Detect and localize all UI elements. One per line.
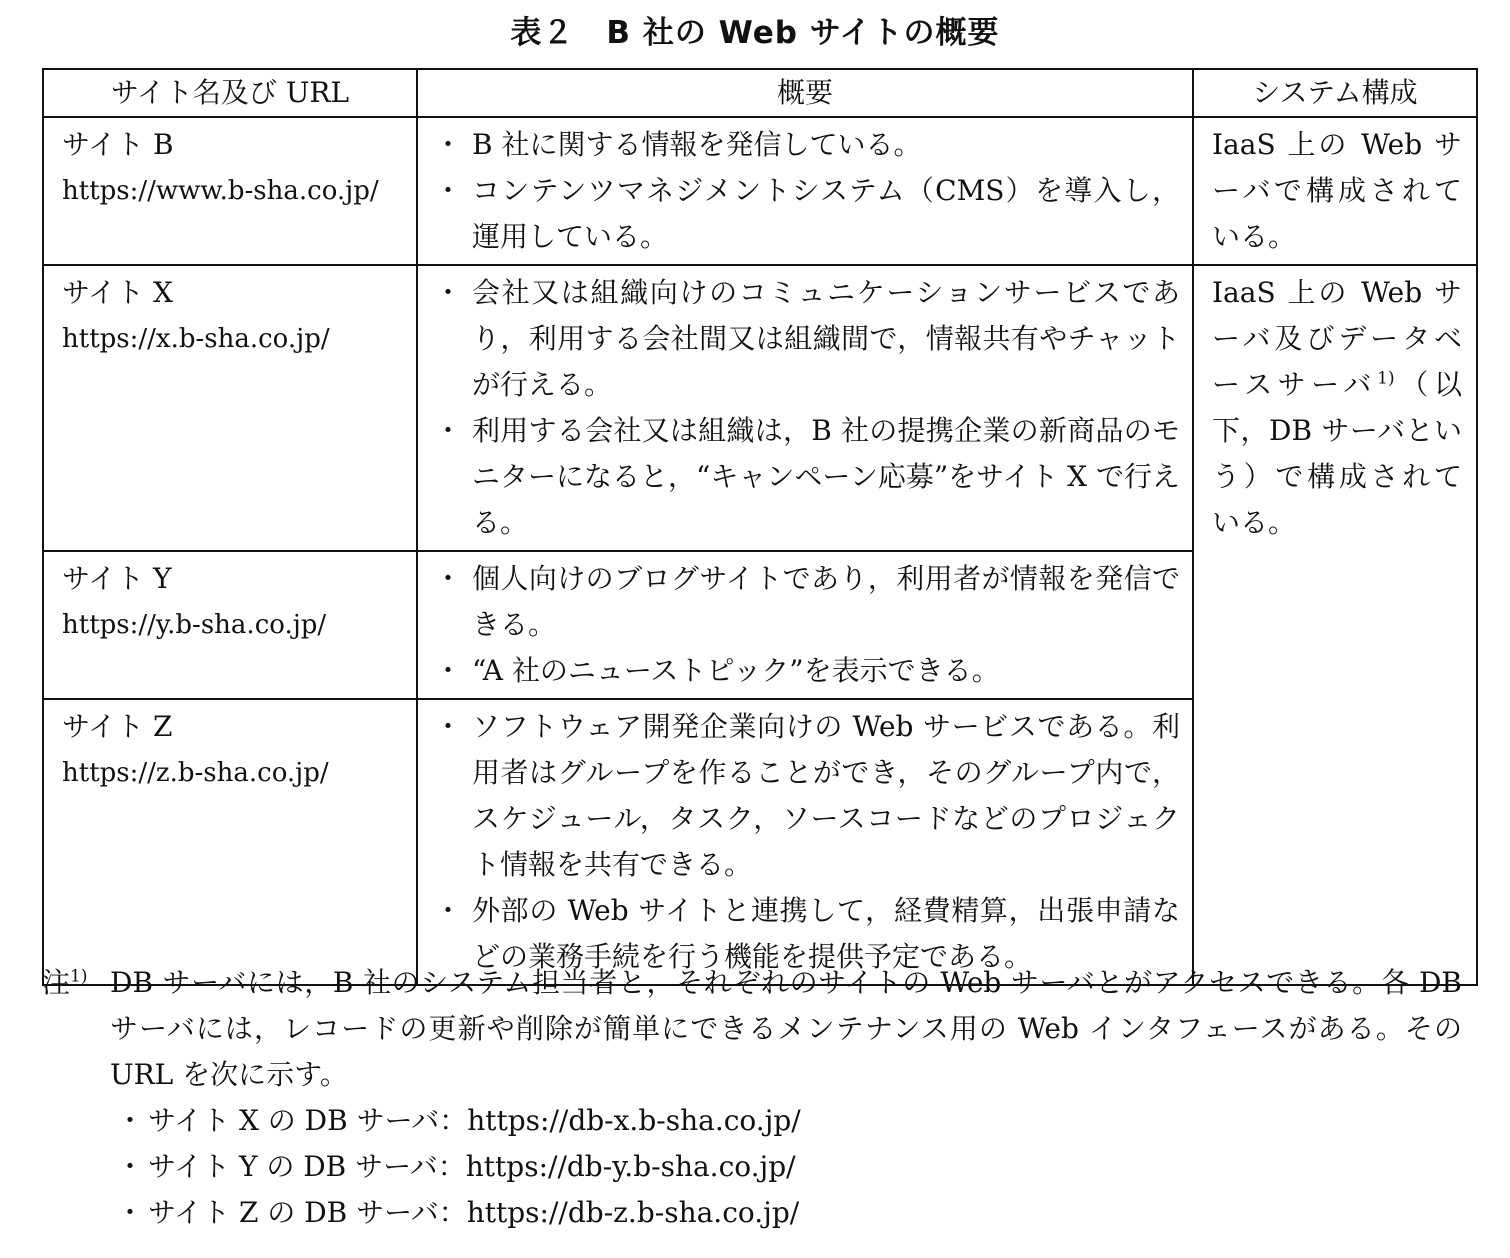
website-overview-table [42,68,1478,986]
site-name: サイト X [62,276,173,309]
site-cell [43,117,417,265]
summary-cell [417,551,1193,699]
site-url: https://y.b-sha.co.jp/ [62,610,327,640]
site-name: サイト Y [62,562,172,595]
header-summary: 概要 [417,69,1193,117]
site-name: サイト Z [62,710,173,743]
summary-item: ・ 個人向けのブログサイトであり，利用者が情報を発信できる。 [446,556,1180,648]
header-row [43,69,1477,117]
summary-list [446,704,1180,980]
table-row [43,117,1477,265]
summary-item: ・ “A 社のニューストピック”を表示できる。 [446,648,1180,694]
summary-item: ・ コンテンツマネジメントシステム（CMS）を導入し，運用している。 [446,168,1180,260]
db-url-list [42,1098,1462,1236]
summary-item: ・ 外部の Web サイトと連携して，経費精算，出張申請などの業務手続を行う機能を提供予定である。 [446,888,1180,980]
system-cell-site-b [1193,117,1477,265]
summary-cell [417,117,1193,265]
summary-list [446,556,1180,694]
site-name: サイト B [62,128,174,161]
site-cell [43,551,417,699]
db-url-item: ・ サイト Y の DB サーバ：https://db-y.b-sha.co.jp/ [138,1144,1462,1190]
system-cell-shared [1193,265,1477,985]
footnote-label [42,960,87,1006]
summary-cell [417,265,1193,551]
system-text: IaaS 上の Web サーバ及びデータベースサーバ [1212,276,1462,401]
site-cell [43,265,417,551]
site-url: https://www.b-sha.co.jp/ [62,176,379,206]
system-text: IaaS 上の Web サーバで構成されている。 [1212,128,1462,253]
db-url-item: ・ サイト X の DB サーバ：https://db-x.b-sha.co.jp/ [138,1098,1462,1144]
footnote-paragraph [42,960,1462,1098]
footnote [42,960,1462,1236]
summary-item: ・ 会社又は組織向けのコミュニケーションサービスであり，利用する会社間又は組織間で，情報共有やチャットが行える。 [446,270,1180,408]
footnote-text: DB サーバには，B 社のシステム担当者と，それぞれのサイトの Web サーバとがアクセスできる。各 DB サーバには，レコードの更新や削除が簡単にできるメンテナンス用の Web インタフェースがある。その URL を次に示す。 [110,966,1462,1091]
header-system-configuration: システム構成 [1193,69,1477,117]
footnote-mark: 1) [70,966,88,987]
site-cell [43,699,417,985]
footnote-mark: 1) [1377,368,1395,389]
summary-cell [417,699,1193,985]
system-text: （以下，DB サーバという）で構成されている。 [1212,368,1462,539]
site-url: https://z.b-sha.co.jp/ [62,758,329,788]
summary-list [446,270,1180,546]
table-title: 表２ B 社の Web サイトの概要 [510,15,1000,51]
summary-item: ・ ソフトウェア開発企業向けの Web サービスである。利用者はグループを作ることができ，そのグループ内で，スケジュール，タスク，ソースコードなどのプロジェクト情報を共有できる。 [446,704,1180,888]
summary-item: ・ B 社に関する情報を発信している。 [446,122,1180,168]
header-site-name-url: サイト名及び URL [43,69,417,117]
table-row [43,265,1477,551]
summary-list [446,122,1180,260]
db-url-item: ・ サイト Z の DB サーバ：https://db-z.b-sha.co.jp/ [138,1190,1462,1236]
note-label-text: 注 [42,966,71,999]
site-url: https://x.b-sha.co.jp/ [62,324,330,354]
summary-item: ・ 利用する会社又は組織は，B 社の提携企業の新商品のモニターになると，“キャンペーン応募”をサイト X で行える。 [446,408,1180,546]
